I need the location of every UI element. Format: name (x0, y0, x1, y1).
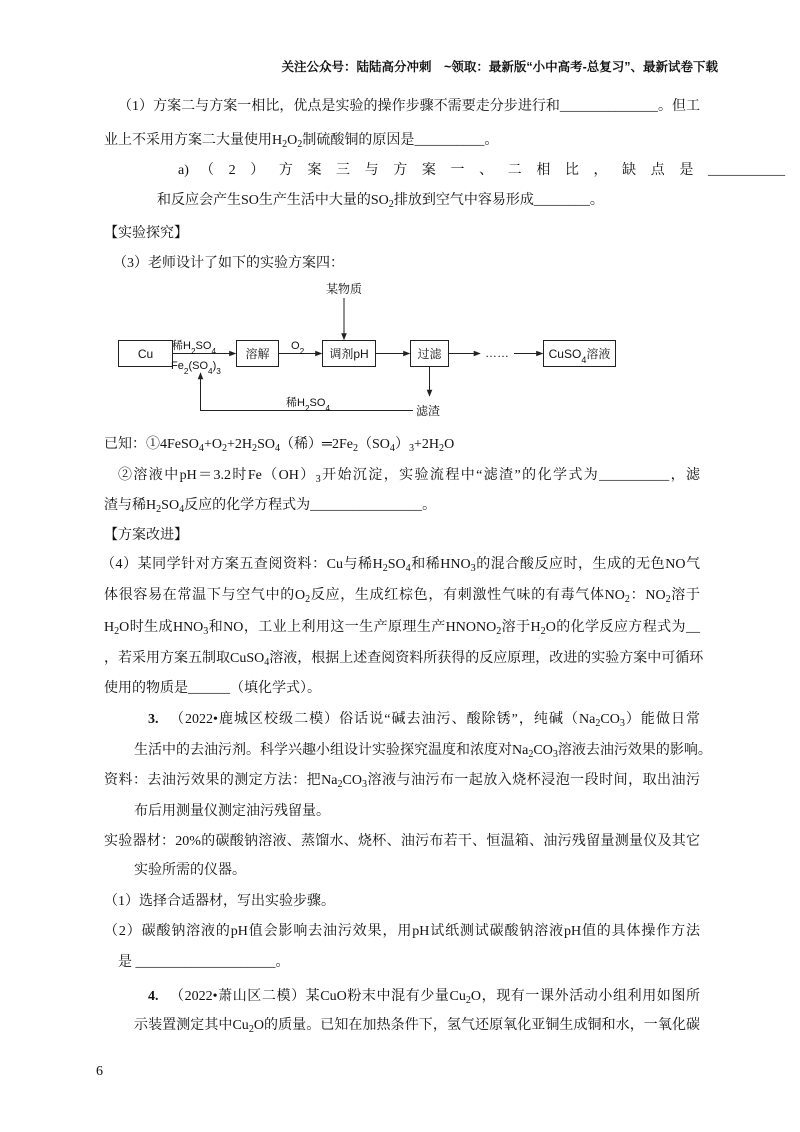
subscript: 2 (382, 562, 388, 574)
q3-subquestion-2-answer-blank (118, 953, 290, 973)
q3-line4 (134, 802, 330, 822)
subscript: 2 (299, 346, 305, 356)
text-run: （2022•鹿城区校级二模）俗话说“碱去油污、酸除锈”，纯碱（Na (170, 712, 596, 727)
subscript: 2 (297, 138, 303, 150)
recycle-reagent-label (286, 395, 330, 413)
subscript: 4 (581, 355, 587, 365)
subscript: 2 (496, 625, 502, 637)
subscript: 2 (252, 442, 258, 454)
text-run: ） (394, 437, 409, 452)
text-run: CO (600, 712, 620, 727)
text-run: 反应，生成红棕色，有刺激性气味的有毒气体NO (310, 588, 625, 603)
subscript: 2 (337, 778, 343, 790)
text-run: 生活中的去油污剂。科学兴趣小组设计实验探究温度和浓度对Na (134, 743, 529, 758)
text-run: 溶于H (501, 620, 541, 635)
subscript: 4 (179, 503, 185, 515)
subscript: 3 (361, 778, 368, 790)
subscript: 4 (325, 403, 331, 413)
page-number: 6 (96, 1064, 103, 1079)
flow-box-adjust-ph-label: 调剂pH (329, 347, 369, 361)
q2-part2-line1 (200, 161, 785, 181)
q3-line1 (170, 710, 700, 730)
subscript: 2 (156, 503, 162, 515)
text-run: 开始沉淀，实验流程中“滤渣”的化学式为__________，滤 (320, 468, 700, 483)
q2-part1-line1 (118, 97, 700, 117)
text-run: 溶液与油污布一起放入烧杯浸泡一段时间，取出油污 (367, 773, 701, 788)
q2-part4-line5 (104, 679, 321, 699)
text-run: O的质量。已知在加热条件下，氢气还原氧化亚铜生成铜和水，一氧化碳 (253, 1018, 701, 1033)
text-run: （SO (358, 437, 390, 452)
text-run: ：NO (629, 588, 666, 603)
text-run: 业上不采用方案二大量使用H (104, 133, 283, 148)
text-run: (SO (188, 360, 208, 372)
subscript: 2 (665, 593, 671, 605)
q2-part4-line4 (104, 649, 704, 669)
subscript: 3 (216, 366, 221, 376)
subscript: 2 (465, 994, 471, 1006)
subscript: 2 (352, 442, 358, 454)
process-flowchart (0, 278, 800, 420)
q4-line2 (134, 1016, 700, 1036)
residue-label: 滤渣 (416, 404, 441, 418)
subscript: 2 (624, 593, 630, 605)
question-3-number: 3. (148, 712, 159, 727)
subscript: 2 (248, 1023, 254, 1035)
subscript: 4 (389, 442, 395, 454)
q3-line3 (104, 771, 700, 791)
subscript: 4 (264, 656, 270, 668)
text-run: SO (195, 340, 212, 352)
text-run: O (291, 340, 300, 352)
text-run: +2H (227, 437, 253, 452)
text-run: Fe (171, 360, 184, 372)
continuation-ellipsis: …… (485, 346, 509, 360)
subscript: 3 (408, 442, 414, 454)
subscript: 3 (470, 562, 476, 574)
text-run: 资料：去油污效果的测定方法：把Na (104, 773, 338, 788)
text-run: 示装置测定其中Cu (134, 1018, 249, 1033)
text-run: 体很容易在常温下与空气中的O (104, 588, 306, 603)
text-run: ，若采用方案五制取CuSO (104, 651, 265, 666)
text-run: CO (342, 773, 362, 788)
subscript: 2 (190, 346, 196, 356)
text-run: 排放到空气中容易形成________。 (393, 193, 604, 208)
text-run: 实验所需的仪器。 (134, 863, 246, 878)
subscript: 4 (211, 346, 217, 356)
text-run: （1）选择合适器材，写出实验步骤。 (104, 894, 335, 909)
text-run: SO (309, 397, 326, 409)
subscript: 4 (274, 442, 281, 454)
text-run: 溶液，根据上述查阅资料所获得的反应原理，改进的实验方案中可循环 (269, 651, 704, 666)
known-equation-1 (104, 435, 454, 455)
text-run: 溶液 (586, 347, 611, 361)
q2-part2-marker: a) (178, 163, 189, 178)
text-run: 使用的物质是______（填化学式）。 (104, 681, 321, 696)
q2-part3-intro: （3）老师设计了如下的实验方案四： (113, 256, 344, 271)
subscript: 2 (439, 442, 445, 454)
text-run: ）能做日常 (624, 712, 700, 727)
text-run: 溶于 (670, 588, 700, 603)
page-header-banner: 关注公众号：陆陆高分冲刺 ~领取：最新版“小中高考-总复习”、最新试卷下载 (281, 60, 718, 74)
subscript: 2 (528, 748, 534, 760)
subscript: 2 (304, 403, 310, 413)
text-run: 和反应会产生SO生产生活中大量的SO (157, 193, 389, 208)
text-run: 稀H (286, 397, 305, 409)
q4-line1 (170, 987, 700, 1007)
flow-box-filter-label: 过滤 (417, 347, 442, 361)
text-run: （1）方案二与方案一相比，优点是实验的操作步骤不需要走分步进行和______________。但工 (118, 99, 700, 114)
reagent-bottom-label (171, 360, 221, 376)
text-run: 的混合酸反应时，生成的无色NO气 (475, 557, 700, 572)
q2-part4-line2 (104, 586, 700, 606)
subscript: 3 (203, 625, 209, 637)
text-run: 和NO，工业上利用这一生产原理生产HNONO (208, 620, 497, 635)
subscript: 4 (405, 562, 411, 574)
text-run: O，现有一课外活动小组利用如图所 (470, 989, 700, 1004)
text-run: （4）某同学针对方案五查阅资料：Cu与稀H (101, 557, 383, 572)
text-run: 渣与稀H (104, 498, 157, 513)
q3-line2 (134, 741, 712, 761)
q2-part4-line1 (101, 555, 700, 575)
text-run: O的化学反应方程式为__ (545, 620, 700, 635)
text-run: 稀H (172, 340, 191, 352)
known-fact-2-line2 (104, 496, 436, 516)
text-run: O (287, 133, 298, 148)
text-run: 溶液去油污效果的影响。 (557, 743, 712, 758)
subscript: 2 (595, 717, 601, 729)
section-heading-explore: 【实验探究】 (104, 226, 188, 241)
text-run: 和稀HNO (410, 557, 471, 572)
subscript: 2 (540, 625, 546, 637)
subscript: 3 (315, 473, 321, 485)
subscript: 2 (388, 198, 394, 210)
subscript: 3 (619, 717, 625, 729)
text-run: +O (203, 437, 222, 452)
text-run: （2）方案三与方案一、二相比，缺点是___________ (200, 163, 785, 178)
text-run: （2）碳酸钠溶液的pH值会影响去油污效果，用pH试纸测试碳酸钠溶液pH值的具体操作方法 (104, 924, 700, 939)
section-heading-improve: 【方案改进】 (104, 528, 188, 543)
subscript: 2 (221, 442, 228, 454)
text-run: CuSO (548, 347, 582, 361)
text-run: CO (533, 743, 553, 758)
text-run: 制硫酸铜的原因是__________。 (302, 133, 499, 148)
text-run: SO (161, 498, 180, 513)
subscript: 4 (208, 366, 213, 376)
additive-label: 某物质 (325, 282, 363, 296)
flow-box-start-label: Cu (137, 347, 154, 361)
text-run: 反应的化学方程式为________________。 (184, 498, 437, 513)
text-run: 是 ____________________。 (118, 955, 290, 970)
subscript: 2 (282, 138, 288, 150)
flow-box-dissolve-label: 溶解 (245, 347, 270, 361)
q3-subquestion-2 (104, 922, 700, 942)
subscript: 3 (552, 748, 558, 760)
text-run: ②溶液中pH＝3.2时Fe（OH） (118, 468, 316, 483)
subscript: 4 (198, 442, 204, 454)
subscript: 2 (305, 593, 311, 605)
text-run: 布后用测量仪测定油污残留量。 (134, 804, 330, 819)
q3-subquestion-1 (104, 892, 335, 912)
text-run: SO (387, 557, 406, 572)
known-fact-2-line1 (118, 466, 700, 486)
text-run: 实验器材：20%的碳酸钠溶液、蒸馏水、烧杯、油污布若干、恒温箱、油污残留量测量仪及其它 (104, 834, 700, 849)
q2-part1-line2 (104, 131, 498, 151)
q3-line6 (134, 861, 246, 881)
text-run: （稀）═2Fe (280, 437, 353, 452)
q3-line5 (104, 832, 700, 852)
text-run: O (444, 437, 455, 452)
text-run: +2H (414, 437, 440, 452)
text-run: 已知：①4FeSO (104, 437, 199, 452)
subscript: 2 (114, 625, 120, 637)
text-run: O时生成HNO (119, 620, 204, 635)
text-run: H (104, 620, 115, 635)
question-4-number: 4. (148, 989, 159, 1004)
text-run: （2022•萧山区二模）某CuO粉末中混有少量Cu (170, 989, 466, 1004)
q2-part2-line2 (157, 191, 604, 211)
q2-part4-line3 (104, 618, 700, 638)
reagent-top-label (172, 338, 216, 356)
text-run: SO (257, 437, 275, 452)
subscript: 2 (183, 366, 189, 376)
text-run: ) (212, 360, 217, 372)
